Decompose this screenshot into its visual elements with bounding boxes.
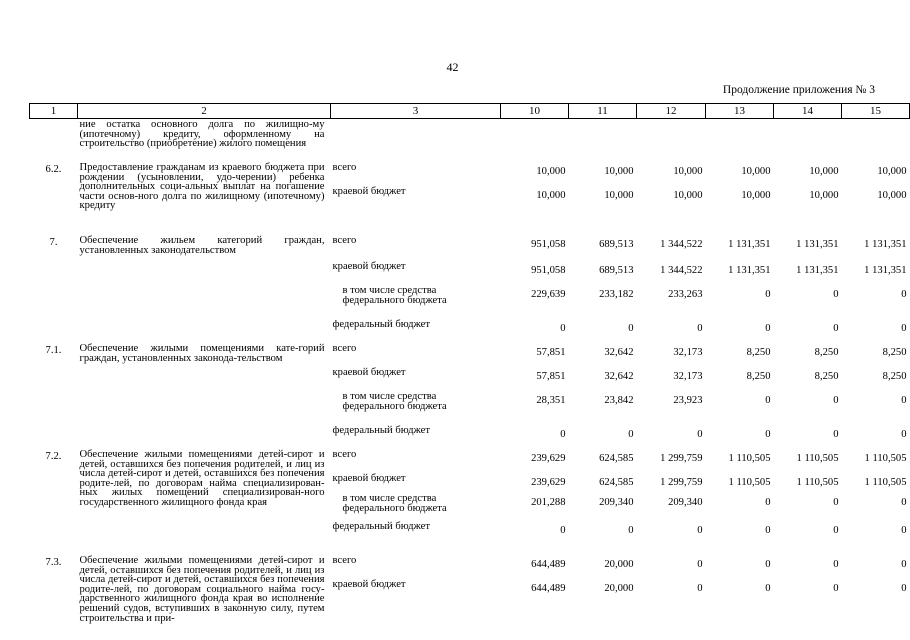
funding-source: всего [332, 449, 357, 460]
value-cell: 0 [833, 289, 839, 300]
row-description: Обеспечение жилыми помещениями кате-горий граждан, установленных законода-тельством [79, 343, 325, 364]
value-cell: 0 [560, 323, 566, 334]
value-cell: 1 131,351 [796, 239, 839, 250]
value-cell: 32,173 [673, 371, 703, 382]
row-description: Обеспечение жилыми помещениями детей-сирот и детей, оставшихся без попечения родителей, и лиц из числа детей-сирот и детей, оставшихся без попечения родите-лей, по договорам найма специализирован-ных жилых помещений специализирован-ного государственного жилищного фонда края [79, 449, 325, 508]
value-cell: 8,250 [746, 347, 771, 358]
value-cell: 10,000 [741, 166, 771, 177]
value-cell: 23,842 [604, 395, 634, 406]
funding-source: краевой бюджет [332, 579, 406, 590]
value-cell: 0 [628, 429, 634, 440]
funding-source: всего [332, 555, 357, 566]
funding-source: краевой бюджет [332, 261, 406, 272]
funding-source: в том числе средства федерального бюджета [342, 285, 447, 306]
row-number: 7.1. [45, 345, 62, 356]
col-header: 11 [569, 104, 637, 119]
value-cell: 624,585 [599, 477, 634, 488]
row-description: Обеспечение жильем категорий граждан, установленных законодательством [79, 235, 325, 256]
value-cell: 28,351 [536, 395, 566, 406]
value-cell: 0 [628, 323, 634, 334]
row-number: 7.2. [45, 451, 62, 462]
value-cell: 8,250 [814, 371, 839, 382]
value-cell: 1 110,505 [864, 453, 907, 464]
funding-source: всего [332, 235, 357, 246]
value-cell: 0 [697, 323, 703, 334]
value-cell: 689,513 [599, 239, 634, 250]
value-cell: 1 131,351 [796, 265, 839, 276]
header-row [30, 104, 910, 119]
value-cell: 0 [901, 323, 907, 334]
value-cell: 0 [833, 429, 839, 440]
value-cell: 1 110,505 [796, 477, 839, 488]
funding-source: краевой бюджет [332, 473, 406, 484]
col-header: 1 [30, 104, 78, 119]
value-cell: 32,173 [673, 347, 703, 358]
value-cell: 229,639 [531, 289, 566, 300]
col-header: 14 [774, 104, 842, 119]
value-cell: 20,000 [604, 583, 634, 594]
value-cell: 1 110,505 [728, 477, 771, 488]
value-cell: 10,000 [877, 166, 907, 177]
value-cell: 0 [901, 289, 907, 300]
value-cell: 23,923 [673, 395, 703, 406]
value-cell: 8,250 [882, 371, 907, 382]
value-cell: 20,000 [604, 559, 634, 570]
value-cell: 0 [833, 559, 839, 570]
value-cell: 239,629 [531, 453, 566, 464]
value-cell: 0 [697, 583, 703, 594]
value-cell: 0 [765, 289, 771, 300]
value-cell: 0 [833, 583, 839, 594]
row-number: 7. [49, 237, 58, 248]
col-header: 3 [331, 104, 501, 119]
value-cell: 0 [765, 395, 771, 406]
col-header: 2 [78, 104, 331, 119]
value-cell: 32,642 [604, 371, 634, 382]
value-cell: 0 [901, 395, 907, 406]
value-cell: 0 [765, 559, 771, 570]
value-cell: 624,585 [599, 453, 634, 464]
value-cell: 10,000 [673, 166, 703, 177]
budget-table [29, 103, 910, 623]
value-cell: 1 299,759 [660, 453, 703, 464]
value-cell: 10,000 [741, 190, 771, 201]
value-cell: 32,642 [604, 347, 634, 358]
funding-source: федеральный бюджет [332, 425, 431, 436]
continuation-label: Продолжение приложения № 3 [722, 84, 875, 96]
value-cell: 209,340 [668, 497, 703, 508]
value-cell: 0 [901, 525, 907, 536]
value-cell: 0 [833, 497, 839, 508]
funding-source: федеральный бюджет [332, 319, 431, 330]
table-row [30, 235, 910, 261]
funding-source: всего [332, 343, 357, 354]
value-cell: 0 [765, 525, 771, 536]
funding-source: федеральный бюджет [332, 521, 431, 532]
value-cell: 10,000 [877, 190, 907, 201]
value-cell: 10,000 [536, 166, 566, 177]
value-cell: 1 131,351 [728, 239, 771, 250]
col-header: 12 [637, 104, 706, 119]
value-cell: 1 110,505 [864, 477, 907, 488]
value-cell: 0 [697, 525, 703, 536]
table-row [30, 449, 910, 473]
value-cell: 951,058 [531, 239, 566, 250]
value-cell: 0 [628, 525, 634, 536]
value-cell: 1 131,351 [728, 265, 771, 276]
value-cell: 10,000 [809, 166, 839, 177]
value-cell: 10,000 [809, 190, 839, 201]
value-cell: 0 [765, 429, 771, 440]
value-cell: 1 344,522 [660, 265, 703, 276]
value-cell: 10,000 [604, 166, 634, 177]
page-number: 42 [446, 60, 459, 74]
value-cell: 1 131,351 [864, 265, 907, 276]
value-cell: 57,851 [536, 371, 566, 382]
funding-source: в том числе средства федерального бюджета [342, 493, 447, 514]
value-cell: 8,250 [882, 347, 907, 358]
carry-over-text: ние остатка основного долга по жилищно-му (ипотечному) кредиту, оформленному на строительство (приобретение) жилого помещения [79, 119, 325, 150]
funding-source: краевой бюджет [332, 186, 406, 197]
table-row [30, 162, 910, 186]
value-cell: 689,513 [599, 265, 634, 276]
row-description: Обеспечение жилыми помещениями детей-сирот и детей, оставшихся без попечения родителей, и лиц из числа детей-сирот и детей, оставшихся без попечения родите-лей, по договорам социального найма госу-дарственного жилищного фонда края во исполнение решений судов, вступивших в законную силу, путем строительства и при- [79, 555, 325, 624]
value-cell: 0 [560, 429, 566, 440]
value-cell: 0 [901, 559, 907, 570]
col-header: 10 [501, 104, 569, 119]
col-header: 13 [706, 104, 774, 119]
value-cell: 1 131,351 [864, 239, 907, 250]
table-row [30, 119, 910, 163]
funding-source: в том числе средства федерального бюджета [342, 391, 447, 412]
value-cell: 0 [833, 395, 839, 406]
value-cell: 10,000 [536, 190, 566, 201]
row-number: 6.2. [45, 164, 62, 175]
value-cell: 233,263 [668, 289, 703, 300]
value-cell: 0 [901, 497, 907, 508]
value-cell: 209,340 [599, 497, 634, 508]
table-row [30, 343, 910, 367]
value-cell: 0 [833, 525, 839, 536]
value-cell: 8,250 [746, 371, 771, 382]
value-cell: 0 [901, 583, 907, 594]
value-cell: 1 110,505 [796, 453, 839, 464]
col-header: 15 [842, 104, 910, 119]
value-cell: 0 [697, 559, 703, 570]
value-cell: 1 110,505 [728, 453, 771, 464]
value-cell: 0 [901, 429, 907, 440]
value-cell: 1 299,759 [660, 477, 703, 488]
value-cell: 644,489 [531, 559, 566, 570]
value-cell: 644,489 [531, 583, 566, 594]
value-cell: 201,288 [531, 497, 566, 508]
value-cell: 1 344,522 [660, 239, 703, 250]
value-cell: 10,000 [673, 190, 703, 201]
row-number: 7.3. [45, 557, 62, 568]
value-cell: 0 [697, 429, 703, 440]
value-cell: 239,629 [531, 477, 566, 488]
row-description: Предоставление гражданам из краевого бюджета при рождении (усыновлении, удо-черении) ребенка дополнительных соци-альных выплат на погашение части основ-ного долга по жилищному (ипотечному) кредиту [79, 162, 325, 212]
value-cell: 0 [765, 583, 771, 594]
table-row [30, 555, 910, 579]
value-cell: 0 [765, 497, 771, 508]
value-cell: 0 [560, 525, 566, 536]
value-cell: 0 [833, 323, 839, 334]
value-cell: 0 [765, 323, 771, 334]
value-cell: 233,182 [599, 289, 634, 300]
value-cell: 951,058 [531, 265, 566, 276]
value-cell: 10,000 [604, 190, 634, 201]
funding-source: всего [332, 162, 357, 173]
value-cell: 57,851 [536, 347, 566, 358]
funding-source: краевой бюджет [332, 367, 406, 378]
value-cell: 8,250 [814, 347, 839, 358]
